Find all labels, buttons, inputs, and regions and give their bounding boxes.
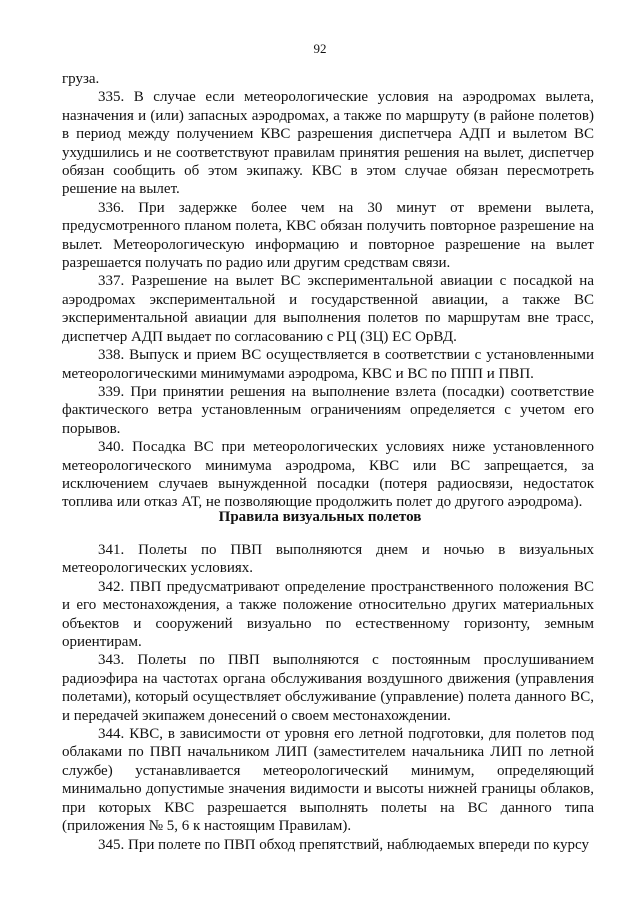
paragraph-342: 342. ПВП предусматривают определение пространственного положения ВС и его местонахождения, а также положение относительно других материальных объектов и сооружений визуально по естественному горизонту, земным ориентирам.: [62, 578, 594, 651]
paragraph-344: 344. КВС, в зависимости от уровня его летной подготовки, для полетов под облаками по ПВП начальником ЛИП (заместителем начальника ЛИП по летной службе) устанавливается метеорологический минимум, определяющий минимально допустимые значения видимости и высоты нижней границы облаков, при которых КВС разрешается выполнять полеты на ВС данного типа (приложения № 5, 6 к настоящим Правилам).: [62, 726, 594, 835]
paragraph-340: 340. Посадка ВС при метеорологических условиях ниже установленного метеорологического минимума аэродрома, КВС или ВС запрещается, за исключением случаев вынужденной посадки (потеря радиосвязи, недостаток топлива или отказ АТ, не позволяющие продолжить полет до другого аэродрома).: [62, 439, 594, 511]
paragraph-339: 339. При принятии решения на выполнение взлета (посадки) соответствие фактического ветра установленным ограничениям определяется с учетом его порывов.: [62, 383, 594, 437]
page-number: 92: [313, 41, 327, 56]
paragraph-337: 337. Разрешение на вылет ВС экспериментальной авиации с посадкой на аэродромах экспериментальной и государственной авиации, а также ВС экспериментальной авиации для выполнения полетов по маршрутам вне трасс, диспетчер АДП выдает по согласованию с РЦ (ЗЦ) ЕС ОрВД.: [62, 273, 594, 345]
paragraph-343: 343. Полеты по ПВП выполняются с постоянным прослушиванием радиоэфира на частотах органа обслуживания воздушного движения (управления полетами), который осуществляет обслуживание (управление) полета данного ВС, и передачей экипажем донесений о своем местонахождении.: [62, 652, 594, 724]
paragraph-345: 345. При полете по ПВП обход препятствий, наблюдаемых впереди по курсу: [98, 836, 589, 853]
text-block-top: [62, 70, 594, 512]
paragraph-336: 336. При задержке более чем на 30 минут от времени вылета, предусмотренного планом полета, КВС обязан получить повторное разрешение на вылет. Метеорологическую информацию и повторное разрешение на вылет разрешается получать по радио или другим средствам связи.: [62, 199, 594, 272]
paragraph-338: 338. Выпуск и прием ВС осуществляется в соответствии с установленными метеорологическими минимумами аэродрома, КВС и ВС по ППП и ПВП.: [62, 347, 594, 382]
paragraph-341: 341. Полеты по ПВП выполняются днем и ночью в визуальных метеорологических условиях.: [62, 542, 594, 577]
section-heading: Правила визуальных полетов: [218, 509, 422, 525]
paragraph-335: 335. В случае если метеорологические условия на аэродромах вылета, назначения и (или) запасных аэродромах, а также по маршруту (в районе полетов) в период между получением КВС разрешения диспетчера АДП и вылетом ВС ухудшились и не соответствуют правилам принятия решения на вылет, диспетчер обязан сообщить об этом экипажу. КВС в этом случае обязан пересмотреть решение на вылет.: [62, 89, 594, 198]
text-block-bottom: [62, 541, 594, 854]
lead-fragment: груза.: [62, 71, 100, 87]
